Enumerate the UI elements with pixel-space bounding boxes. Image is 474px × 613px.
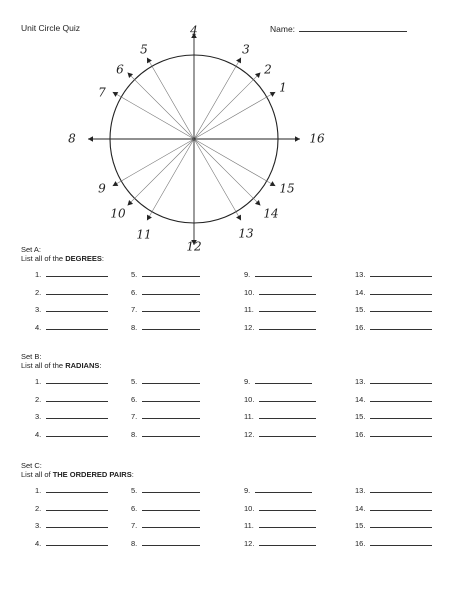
- set-a-answer-item: [355, 287, 432, 297]
- item-number: 2.: [35, 504, 42, 513]
- set-c-answer-item: [355, 520, 432, 530]
- angle-label-1: 1: [279, 80, 287, 95]
- item-number: 3.: [35, 521, 42, 530]
- item-number: 9.: [244, 486, 251, 495]
- angle-label-8: 8: [68, 131, 76, 146]
- set-a-answer-item: [131, 304, 200, 314]
- answer-blank[interactable]: [46, 394, 108, 402]
- answer-blank[interactable]: [46, 538, 108, 546]
- answer-blank[interactable]: [46, 503, 108, 511]
- item-number: 11.: [244, 521, 254, 530]
- item-number: 14.: [355, 288, 366, 297]
- item-number: 16.: [355, 323, 366, 332]
- arrowhead-9: [113, 181, 119, 186]
- item-number: 2.: [35, 288, 42, 297]
- item-number: 13.: [355, 486, 366, 495]
- arrowhead-8: [88, 136, 93, 142]
- answer-blank[interactable]: [370, 287, 432, 295]
- set-c-answer-item: [131, 503, 200, 513]
- answer-blank[interactable]: [46, 485, 108, 493]
- item-number: 4.: [35, 539, 42, 548]
- answer-blank[interactable]: [46, 376, 108, 384]
- item-number: 13.: [355, 270, 366, 279]
- set-instruction-keyword: THE ORDERED PAIRS: [52, 470, 132, 479]
- angle-label-7: 7: [98, 85, 106, 100]
- arrowhead-16: [295, 136, 300, 142]
- answer-blank[interactable]: [259, 503, 316, 511]
- answer-blank[interactable]: [142, 269, 200, 277]
- item-number: 7.: [131, 521, 138, 530]
- item-number: 10.: [244, 395, 255, 404]
- arrowhead-7: [113, 92, 119, 97]
- answer-blank[interactable]: [255, 376, 312, 384]
- item-number: 3.: [35, 305, 42, 314]
- item-number: 5.: [131, 486, 138, 495]
- radius-line-15: [194, 139, 275, 186]
- set-b-answer-item: [131, 429, 200, 439]
- set-a-answer-item: [244, 269, 312, 279]
- set-b-answer-item: [131, 394, 200, 404]
- set-a-answer-item: [131, 287, 200, 297]
- set-b-answer-item: [355, 429, 432, 439]
- item-number: 12.: [244, 323, 255, 332]
- answer-blank[interactable]: [259, 304, 316, 312]
- set-a-answer-item: [35, 304, 108, 314]
- arrowhead-15: [270, 181, 276, 186]
- set-c-answer-item: [355, 485, 432, 495]
- angle-label-9: 9: [98, 181, 106, 196]
- item-number: 4.: [35, 430, 42, 439]
- answer-blank[interactable]: [46, 287, 108, 295]
- arrowhead-1: [270, 92, 276, 97]
- item-number: 12.: [244, 539, 255, 548]
- item-number: 16.: [355, 430, 366, 439]
- set-c-answer-item: [131, 520, 200, 530]
- answer-blank[interactable]: [46, 429, 108, 437]
- item-number: 7.: [131, 305, 138, 314]
- answer-blank[interactable]: [259, 287, 316, 295]
- angle-label-14: 14: [263, 206, 279, 221]
- angle-label-2: 2: [264, 62, 272, 77]
- set-b-answer-item: [355, 394, 432, 404]
- answer-blank[interactable]: [370, 411, 432, 419]
- item-number: 6.: [131, 288, 138, 297]
- quiz-title: Unit Circle Quiz: [21, 23, 81, 33]
- answer-blank[interactable]: [370, 485, 432, 493]
- set-a-answer-item: [355, 269, 432, 279]
- set-instruction-keyword: RADIANS: [65, 361, 100, 370]
- set-b-answer-item: [244, 376, 312, 386]
- angle-label-4: 4: [190, 23, 198, 38]
- set-instruction: List all of THE ORDERED PAIRS:: [21, 470, 134, 479]
- item-number: 8.: [131, 323, 138, 332]
- answer-blank[interactable]: [370, 304, 432, 312]
- set-b-heading-block: [21, 352, 101, 370]
- set-a-answer-item: [244, 287, 316, 297]
- radius-line-1: [194, 92, 275, 139]
- set-a-answer-item: [35, 269, 108, 279]
- set-a-answer-item: [355, 322, 432, 332]
- set-c-answer-item: [131, 538, 200, 548]
- set-a-answer-item: [35, 287, 108, 297]
- item-number: 1.: [35, 486, 42, 495]
- set-c-answer-item: [244, 503, 316, 513]
- arrowhead-3: [236, 58, 241, 64]
- item-number: 5.: [131, 270, 138, 279]
- item-number: 1.: [35, 377, 42, 386]
- set-c-answer-item: [244, 485, 312, 495]
- item-number: 16.: [355, 539, 366, 548]
- item-number: 8.: [131, 539, 138, 548]
- answer-blank[interactable]: [46, 520, 108, 528]
- answer-blank[interactable]: [370, 520, 432, 528]
- answer-blank[interactable]: [259, 538, 316, 546]
- item-number: 6.: [131, 504, 138, 513]
- set-a-answer-item: [35, 322, 108, 332]
- answer-blank[interactable]: [370, 503, 432, 511]
- radius-line-2: [194, 73, 260, 139]
- set-a-answer-item: [131, 269, 200, 279]
- set-c-heading-block: [21, 461, 134, 479]
- item-number: 9.: [244, 377, 251, 386]
- set-b-answer-item: [35, 394, 108, 404]
- answer-blank[interactable]: [142, 394, 200, 402]
- item-number: 14.: [355, 504, 366, 513]
- set-b-answer-item: [35, 411, 108, 421]
- answer-blank[interactable]: [46, 304, 108, 312]
- radius-line-6: [128, 73, 194, 139]
- answer-blank[interactable]: [370, 538, 432, 546]
- answer-blank[interactable]: [370, 269, 432, 277]
- item-number: 14.: [355, 395, 366, 404]
- item-number: 7.: [131, 412, 138, 421]
- answer-blank[interactable]: [370, 429, 432, 437]
- name-label: Name:: [270, 24, 296, 34]
- item-number: 9.: [244, 270, 251, 279]
- answer-blank[interactable]: [259, 520, 316, 528]
- angle-label-16: 16: [309, 131, 325, 146]
- set-instruction: List all of the RADIANS:: [21, 361, 102, 370]
- answer-blank[interactable]: [142, 304, 200, 312]
- answer-blank[interactable]: [370, 394, 432, 402]
- set-b-answer-item: [35, 376, 108, 386]
- set-instruction-keyword: DEGREES: [65, 254, 102, 263]
- set-a-answer-item: [244, 304, 316, 314]
- answer-blank[interactable]: [259, 394, 316, 402]
- angle-label-12: 12: [186, 239, 202, 254]
- angle-label-10: 10: [110, 206, 126, 221]
- set-a-answer-item: [355, 304, 432, 314]
- item-number: 1.: [35, 270, 42, 279]
- radius-line-3: [194, 58, 241, 139]
- item-number: 5.: [131, 377, 138, 386]
- item-number: 15.: [355, 305, 366, 314]
- answer-blank[interactable]: [142, 411, 200, 419]
- set-c-answer-item: [355, 503, 432, 513]
- item-number: 3.: [35, 412, 42, 421]
- set-b-answer-item: [244, 429, 316, 439]
- angle-label-3: 3: [242, 42, 250, 57]
- radius-line-9: [113, 139, 194, 186]
- set-c-answer-item: [244, 520, 316, 530]
- radius-line-11: [147, 139, 194, 220]
- set-b-answer-item: [355, 376, 432, 386]
- angle-label-11: 11: [136, 227, 152, 242]
- angle-label-15: 15: [279, 181, 295, 196]
- set-a-heading-block: [21, 245, 104, 263]
- radius-line-14: [194, 139, 260, 205]
- set-c-answer-item: [35, 503, 108, 513]
- radius-line-5: [147, 58, 194, 139]
- item-number: 11.: [244, 305, 254, 314]
- answer-blank[interactable]: [142, 376, 200, 384]
- angle-label-13: 13: [238, 226, 254, 241]
- answer-blank[interactable]: [370, 322, 432, 330]
- item-number: 12.: [244, 430, 255, 439]
- answer-blank[interactable]: [255, 269, 312, 277]
- radius-line-13: [194, 139, 241, 220]
- item-number: 8.: [131, 430, 138, 439]
- set-heading: Set A:: [21, 245, 42, 254]
- answer-blank[interactable]: [46, 411, 108, 419]
- arrowhead-5: [147, 58, 152, 64]
- item-number: 6.: [131, 395, 138, 404]
- angle-label-6: 6: [116, 62, 124, 77]
- set-c-answer-item: [35, 485, 108, 495]
- answer-blank[interactable]: [142, 322, 200, 330]
- set-c-answer-item: [355, 538, 432, 548]
- answer-blank[interactable]: [255, 485, 312, 493]
- item-number: 11.: [244, 412, 254, 421]
- answer-blank[interactable]: [370, 376, 432, 384]
- answer-blank[interactable]: [259, 322, 316, 330]
- answer-blank[interactable]: [259, 411, 316, 419]
- set-b-answer-item: [244, 394, 316, 404]
- item-number: 15.: [355, 412, 366, 421]
- set-b-answer-item: [131, 411, 200, 421]
- arrowhead-11: [147, 215, 152, 221]
- answer-blank[interactable]: [259, 429, 316, 437]
- set-b-answer-item: [244, 411, 316, 421]
- set-c-answer-item: [244, 538, 316, 548]
- set-a-answer-item: [244, 322, 316, 332]
- set-b-answer-item: [355, 411, 432, 421]
- set-instruction: List all of the DEGREES:: [21, 254, 104, 263]
- answer-blank[interactable]: [46, 269, 108, 277]
- unit-circle-diagram: [0, 0, 474, 260]
- answer-blank[interactable]: [142, 503, 200, 511]
- answer-blank[interactable]: [142, 287, 200, 295]
- answer-blank[interactable]: [142, 485, 200, 493]
- answer-blank[interactable]: [142, 520, 200, 528]
- item-number: 4.: [35, 323, 42, 332]
- set-b-answer-item: [35, 429, 108, 439]
- set-heading: Set C:: [21, 461, 42, 470]
- answer-blank[interactable]: [142, 429, 200, 437]
- item-number: 15.: [355, 521, 366, 530]
- set-c-answer-item: [35, 538, 108, 548]
- item-number: 10.: [244, 504, 255, 513]
- set-c-answer-item: [131, 485, 200, 495]
- answer-blank[interactable]: [142, 538, 200, 546]
- set-b-answer-item: [131, 376, 200, 386]
- arrowhead-13: [236, 215, 241, 221]
- radius-line-10: [128, 139, 194, 205]
- item-number: 2.: [35, 395, 42, 404]
- set-heading: Set B:: [21, 352, 42, 361]
- set-a-answer-item: [131, 322, 200, 332]
- angle-label-5: 5: [140, 42, 148, 57]
- radius-line-7: [113, 92, 194, 139]
- item-number: 10.: [244, 288, 255, 297]
- item-number: 13.: [355, 377, 366, 386]
- set-c-answer-item: [35, 520, 108, 530]
- answer-blank[interactable]: [46, 322, 108, 330]
